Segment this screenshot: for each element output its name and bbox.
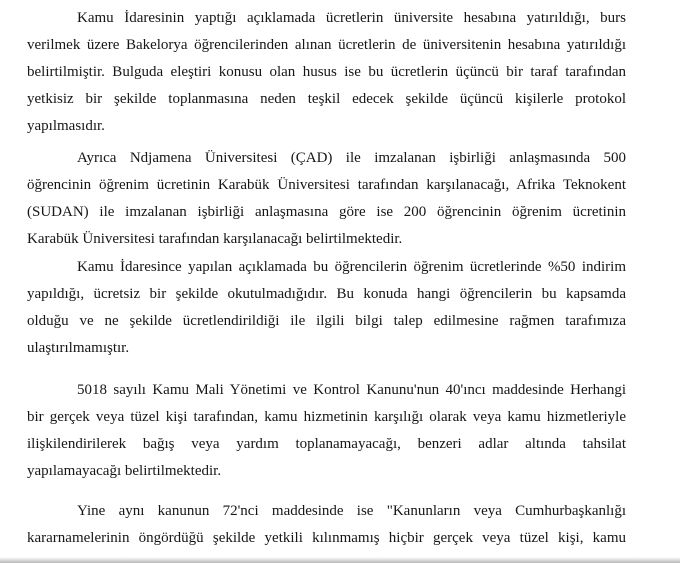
paragraph-1-line-2: verilmek üzere Bakelorya öğrencilerinden alınan ücretlerin de üniversitenin hesabına yatırıldığı bbox=[27, 37, 626, 53]
paragraph-2-line-2: öğrencinin öğrenim ücretinin Karabük Üniversitesi tarafından karşılanacağı, Afrika Teknokent bbox=[27, 177, 626, 193]
paragraph-4-line-2: bir gerçek veya tüzel kişi tarafından, kamu hizmetinin karşılığı olarak veya kamu hizmetleriyle bbox=[27, 409, 626, 425]
paragraph-3-line-3: olduğu ve ne şekilde ücretlendirildiği ile ilgili bilgi talep edilmesine rağmen tarafımıza bbox=[27, 313, 626, 329]
paragraph-4-line-1: 5018 sayılı Kamu Mali Yönetimi ve Kontrol Kanunu'nun 40'ıncı maddesinde Herhangi bbox=[77, 382, 626, 398]
paragraph-1-line-3: belirtilmiştir. Bulguda eleştiri konusu olan husus ise bu ücretlerin üçüncü bir taraf tarafından bbox=[27, 64, 626, 80]
paragraph-2-line-1: Ayrıca Ndjamena Üniversitesi (ÇAD) ile imzalanan işbirliği anlaşmasında 500 bbox=[77, 150, 626, 166]
page-bottom-edge bbox=[0, 557, 680, 563]
paragraph-4-line-4: yapılamayacağı belirtilmektedir. bbox=[27, 463, 222, 479]
paragraph-1-line-5: yapılmasıdır. bbox=[27, 118, 105, 134]
paragraph-3-line-4: ulaştırılmamıştır. bbox=[27, 340, 130, 356]
paragraph-5-line-2: kararnamelerinin öngördüğü şekilde yetkili kılınmamış hiçbir gerçek veya tüzel kişi, kamu bbox=[27, 530, 626, 546]
paragraph-3-line-1: Kamu İdaresince yapılan açıklamada bu öğrencilerin öğrenim ücretlerinde %50 indirim bbox=[77, 259, 626, 275]
paragraph-1-line-1: Kamu İdaresinin yaptığı açıklamada ücretlerin üniversite hesabına yatırıldığı, burs bbox=[77, 10, 626, 26]
paragraph-2-line-4: Karabük Üniversitesi tarafından karşılanacağı belirtilmektedir. bbox=[27, 231, 403, 247]
paragraph-5-line-1: Yine aynı kanunun 72'nci maddesinde ise "Kanunların veya Cumhurbaşkanlığı bbox=[77, 503, 626, 519]
paragraph-4-line-3: ilişkilendirilerek bağış veya yardım toplanamayacağı, benzeri adlar altında tahsilat bbox=[27, 436, 626, 452]
paragraph-2-line-3: (SUDAN) ile imzalanan işbirliği anlaşmasına göre ise 200 öğrencinin öğrenim ücretinin bbox=[27, 204, 626, 220]
paragraph-3-line-2: yapıldığı, ücretsiz bir şekilde okutulmadığıdır. Bu konuda hangi öğrencilerin bu kapsamda bbox=[27, 286, 626, 302]
paragraph-1-line-4: yetkisiz bir şekilde toplanmasına neden teşkil edecek şekilde üçüncü kişilerle protokol bbox=[27, 91, 626, 107]
